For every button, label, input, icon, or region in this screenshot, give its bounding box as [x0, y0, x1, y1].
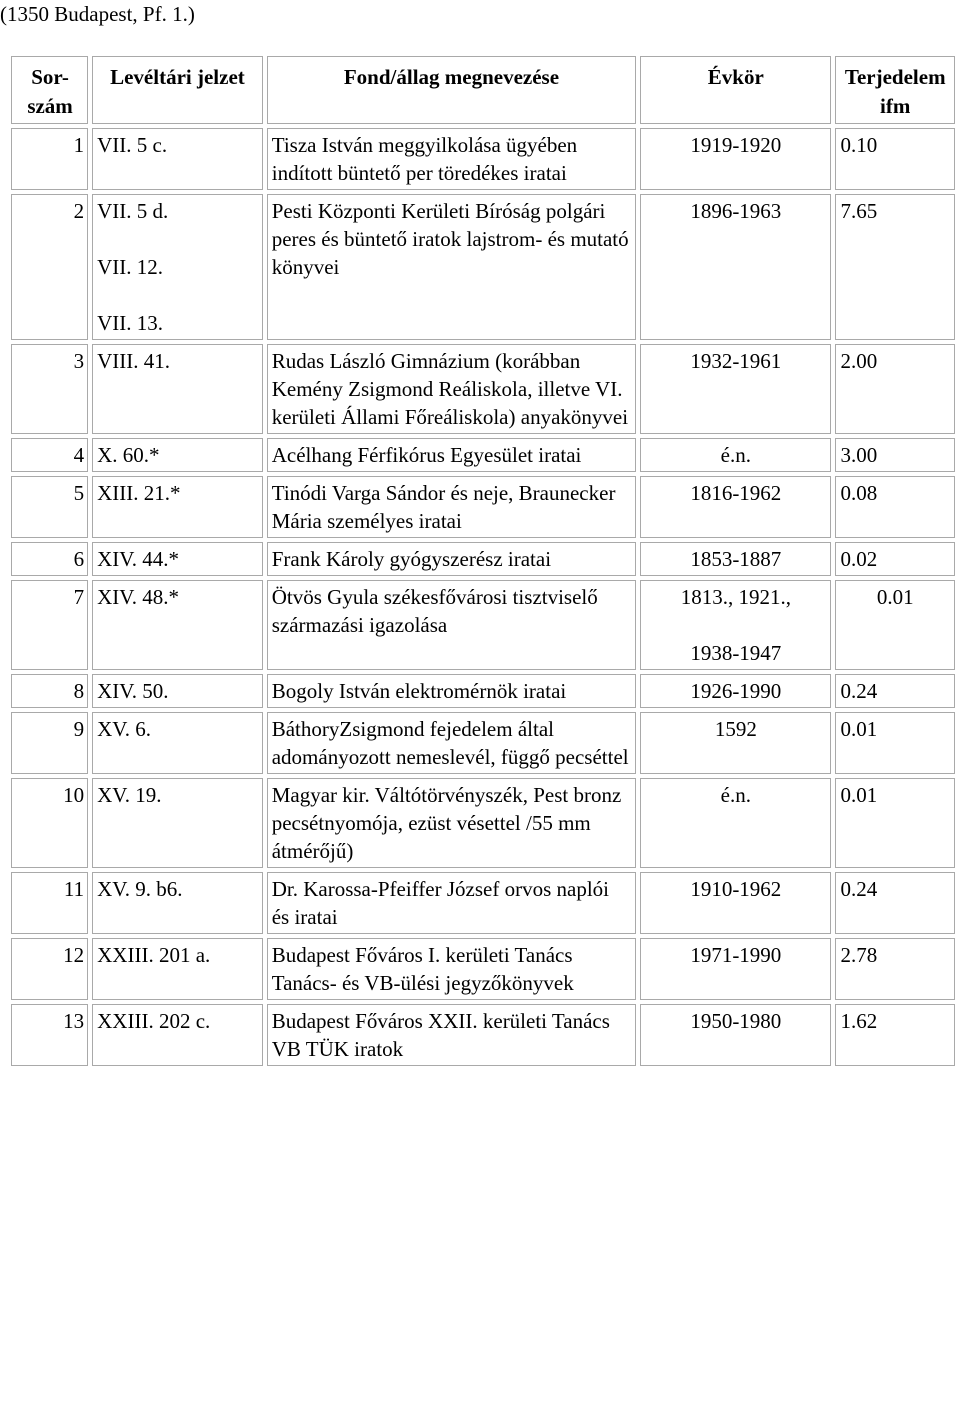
row-years	[640, 712, 831, 774]
row-extent: 0.01	[835, 778, 955, 868]
row-fond-name: Budapest Főváros XXII. kerületi Tanács VB TÜK iratok	[267, 1004, 636, 1066]
row-number: 9	[11, 712, 88, 774]
column-header-extent: Terjedelem ifm	[835, 56, 955, 124]
row-years	[640, 128, 831, 190]
row-signature	[92, 128, 263, 190]
signature-line: XIV. 48.*	[97, 585, 180, 609]
records-body	[11, 128, 955, 1066]
years-line: 1853-1887	[690, 547, 782, 571]
signature-line: VII. 12.	[97, 255, 164, 279]
table-row	[11, 194, 955, 340]
column-header-num: Sor-szám	[11, 56, 88, 124]
row-signature	[92, 194, 263, 340]
table-row	[11, 674, 955, 708]
row-extent: 0.08	[835, 476, 955, 538]
column-header-signature: Levéltári jelzet	[92, 56, 263, 124]
years-line: 1910-1962	[690, 877, 782, 901]
row-signature	[92, 344, 263, 434]
row-signature	[92, 938, 263, 1000]
table-row	[11, 712, 955, 774]
row-number: 4	[11, 438, 88, 472]
column-header-fond: Fond/állag megnevezése	[267, 56, 636, 124]
table-row	[11, 938, 955, 1000]
row-fond-name: Tinódi Varga Sándor és neje, Braunecker Mária személyes iratai	[267, 476, 636, 538]
years-line: 1938-1947	[690, 641, 782, 665]
row-signature	[92, 674, 263, 708]
years-line: 1926-1990	[690, 679, 782, 703]
records-table	[7, 52, 959, 1070]
signature-line: X. 60.*	[97, 443, 160, 467]
row-extent: 3.00	[835, 438, 955, 472]
row-extent: 2.00	[835, 344, 955, 434]
signature-line: VIII. 41.	[97, 349, 171, 373]
signature-line: XIV. 50.	[97, 679, 169, 703]
signature-line: XIV. 44.*	[97, 547, 180, 571]
years-line: 1816-1962	[690, 481, 782, 505]
row-years	[640, 344, 831, 434]
table-row	[11, 438, 955, 472]
signature-line: XXIII. 202 c.	[97, 1009, 211, 1033]
row-fond-name: Pesti Központi Kerületi Bíróság polgári peres és büntető iratok lajstrom- és mutató könyvei	[267, 194, 636, 340]
row-fond-name: BáthoryZsigmond fejedelem által adományozott nemeslevél, függő pecséttel	[267, 712, 636, 774]
years-line: 1813., 1921.,	[680, 585, 791, 609]
row-fond-name: Acélhang Férfikórus Egyesület iratai	[267, 438, 636, 472]
row-fond-name: Tisza István meggyilkolása ügyében indított büntető per töredékes iratai	[267, 128, 636, 190]
row-number: 2	[11, 194, 88, 340]
row-extent: 0.01	[835, 580, 955, 670]
row-extent: 0.24	[835, 674, 955, 708]
page-header-address: (1350 Budapest, Pf. 1.)	[0, 2, 195, 26]
row-years	[640, 778, 831, 868]
row-number: 7	[11, 580, 88, 670]
row-years	[640, 542, 831, 576]
years-line: 1592	[714, 717, 757, 741]
years-line: é.n.	[720, 783, 751, 807]
row-years	[640, 938, 831, 1000]
row-fond-name: Bogoly István elektromérnök iratai	[267, 674, 636, 708]
row-number: 5	[11, 476, 88, 538]
years-line: 1919-1920	[690, 133, 782, 157]
column-header-years: Évkör	[640, 56, 831, 124]
row-fond-name: Dr. Karossa-Pfeiffer József orvos naplói és iratai	[267, 872, 636, 934]
row-years	[640, 476, 831, 538]
row-fond-name: Ötvös Gyula székesfővárosi tisztviselő származási igazolása	[267, 580, 636, 670]
signature-line: XV. 6.	[97, 717, 152, 741]
row-signature	[92, 476, 263, 538]
row-extent: 1.62	[835, 1004, 955, 1066]
row-fond-name: Frank Károly gyógyszerész iratai	[267, 542, 636, 576]
row-years	[640, 1004, 831, 1066]
row-number: 12	[11, 938, 88, 1000]
signature-line: XV. 19.	[97, 783, 162, 807]
row-years	[640, 674, 831, 708]
row-fond-name: Magyar kir. Váltótörvényszék, Pest bronz pecsétnyomója, ezüst vésettel /55 mm átmérőjű)	[267, 778, 636, 868]
row-extent: 2.78	[835, 938, 955, 1000]
table-header-row	[11, 56, 955, 124]
table-row	[11, 1004, 955, 1066]
row-years	[640, 580, 831, 670]
years-line: 1950-1980	[690, 1009, 782, 1033]
row-extent: 7.65	[835, 194, 955, 340]
table-row	[11, 872, 955, 934]
row-extent: 0.24	[835, 872, 955, 934]
row-fond-name: Rudas László Gimnázium (korábban Kemény Zsigmond Reáliskola, illetve VI. kerületi Állami Főreáliskola) anyakönyvei	[267, 344, 636, 434]
years-line: 1971-1990	[690, 943, 782, 967]
row-number: 3	[11, 344, 88, 434]
row-signature	[92, 1004, 263, 1066]
years-line: é.n.	[720, 443, 751, 467]
table-row	[11, 476, 955, 538]
row-signature	[92, 580, 263, 670]
signature-line: XXIII. 201 a.	[97, 943, 211, 967]
signature-line: XV. 9. b6.	[97, 877, 183, 901]
signature-line: XIII. 21.*	[97, 481, 181, 505]
table-row	[11, 580, 955, 670]
row-years	[640, 438, 831, 472]
row-number: 8	[11, 674, 88, 708]
years-line: 1932-1961	[690, 349, 782, 373]
row-extent: 0.10	[835, 128, 955, 190]
signature-line: VII. 13.	[97, 311, 164, 335]
row-years	[640, 194, 831, 340]
row-number: 1	[11, 128, 88, 190]
row-extent: 0.02	[835, 542, 955, 576]
row-signature	[92, 712, 263, 774]
table-row	[11, 778, 955, 868]
row-number: 10	[11, 778, 88, 868]
signature-line: VII. 5 d.	[97, 199, 169, 223]
signature-line: VII. 5 c.	[97, 133, 168, 157]
row-number: 6	[11, 542, 88, 576]
row-extent: 0.01	[835, 712, 955, 774]
row-number: 11	[11, 872, 88, 934]
table-row	[11, 344, 955, 434]
table-row	[11, 128, 955, 190]
row-signature	[92, 542, 263, 576]
row-years	[640, 872, 831, 934]
row-number: 13	[11, 1004, 88, 1066]
row-signature	[92, 438, 263, 472]
years-line: 1896-1963	[690, 199, 782, 223]
row-signature	[92, 778, 263, 868]
row-signature	[92, 872, 263, 934]
table-row	[11, 542, 955, 576]
row-fond-name: Budapest Főváros I. kerületi Tanács Tanács- és VB-ülési jegyzőkönyvek	[267, 938, 636, 1000]
